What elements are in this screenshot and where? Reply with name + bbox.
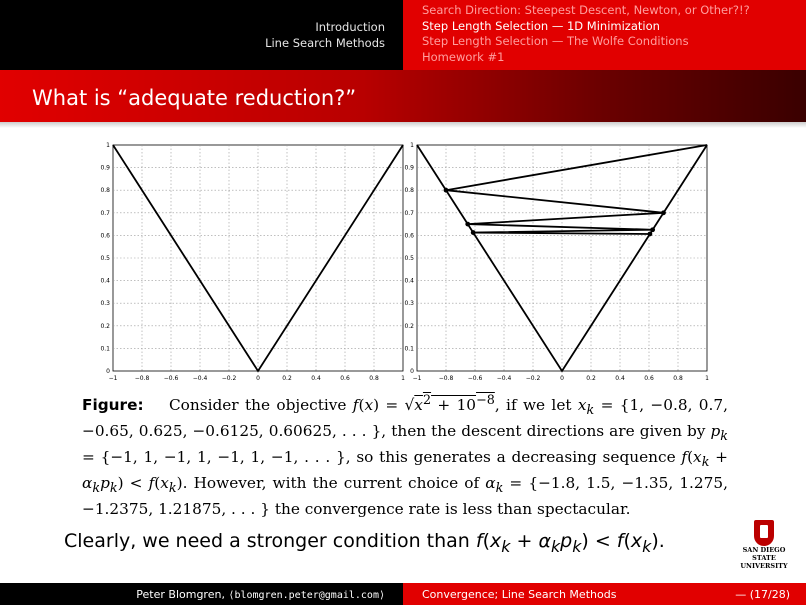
- figure-caption: Figure: Consider the objective $f(x) = √x^2 + 10^{-8}$, if we let $x_k = \{1$, −0.8, 0.7, −0.65, 0.625, −0.6125, 0.60625, . . . }, then the descent directions are given by $p_k = \{-1$, 1, −1, 1, −1, 1, −1, . . . }, so this generates a decreasing sequence $f(x_k + \alpha_kp_k) < f(x_k)$. However, with the current choice of $\alpha_k = \{-1.8$, 1.5, −1.35, 1.275, −1.2375, 1.21875, . . . } the convergence rate is less than spectacular.: [82, 393, 729, 519]
- header-subsections-right: [403, 0, 806, 70]
- x-tick-label: 0: [256, 375, 260, 382]
- y-tick-label: 1: [106, 142, 110, 149]
- main-statement: Clearly, we need a stronger condition than $f(x_k + \alpha_kp_k) < f(x_k)$.: [64, 530, 665, 556]
- y-tick-label: 0: [106, 368, 110, 375]
- caption-text-5: However, with the current choice of: [193, 474, 480, 493]
- author-email: ⟨blomgren.peter@gmail.com⟩: [228, 590, 385, 601]
- caption-label: Figure:: [82, 396, 144, 415]
- x-tick-label: 0: [560, 375, 564, 382]
- y-tick-label: 0.7: [100, 209, 110, 217]
- x-tick-label: −0.4: [496, 375, 512, 382]
- x-tick-label: 0.8: [673, 375, 683, 382]
- x-tick-label: −0.2: [525, 375, 541, 382]
- footer-topic: Convergence; Line Search Methods: [422, 588, 617, 601]
- data-point: [661, 210, 666, 215]
- title-bar: [0, 70, 806, 122]
- x-tick-label: 0.6: [644, 375, 654, 382]
- page-number: — (17/28): [735, 588, 790, 601]
- nav-section-introduction[interactable]: Introduction: [315, 20, 385, 34]
- x-tick-label: −0.2: [221, 375, 237, 382]
- y-tick-label: 0.9: [100, 164, 110, 172]
- x-tick-label: 0.4: [615, 375, 625, 382]
- y-tick-label: 0.8: [100, 187, 110, 195]
- x-tick-label: −1: [108, 375, 118, 382]
- y-tick-label: 1: [410, 142, 414, 149]
- y-tick-label: 0.6: [100, 232, 110, 240]
- y-tick-label: 0.7: [404, 209, 414, 217]
- university-logo: [735, 520, 793, 570]
- logo-line-2: UNIVERSITY: [740, 562, 788, 570]
- y-tick-label: 0.4: [100, 277, 110, 285]
- caption-text-3: {1, −0.8, 0.7, −0.65, 0.625, −0.6125, 0.60625, . . . }, then the descent directions are given by: [82, 396, 728, 441]
- y-tick-label: 0.5: [100, 255, 110, 262]
- author-name: Peter Blomgren,: [136, 588, 225, 601]
- nav-subsection-wolfe[interactable]: Step Length Selection — The Wolfe Conditions: [422, 34, 689, 48]
- caption-text-1: Consider the objective: [168, 396, 347, 415]
- x-tick-label: −0.6: [467, 375, 483, 382]
- y-tick-label: 0.3: [404, 300, 414, 308]
- x-tick-label: 0.2: [282, 375, 292, 382]
- caption-text-2: if we let: [506, 396, 572, 415]
- nav-subsection-step-length-1d[interactable]: Step Length Selection — 1D Minimization: [422, 18, 660, 33]
- y-tick-label: 0.2: [100, 322, 110, 330]
- chart-left: [96, 135, 406, 385]
- x-tick-label: −0.4: [192, 375, 208, 382]
- y-tick-label: 0.5: [404, 255, 414, 262]
- nav-subsection-search-direction[interactable]: Search Direction: Steepest Descent, Newton, or Other?!?: [422, 3, 750, 17]
- footer-info: [403, 583, 806, 605]
- y-tick-label: 0.8: [404, 187, 414, 195]
- title-shadow: [0, 122, 806, 128]
- footer-bar: [0, 583, 806, 605]
- x-tick-label: −0.8: [134, 375, 150, 382]
- x-tick-label: 0.8: [369, 375, 379, 382]
- x-tick-label: 0.4: [311, 375, 321, 382]
- nav-section-line-search[interactable]: Line Search Methods: [265, 36, 385, 50]
- y-tick-label: 0.1: [100, 345, 110, 353]
- data-point: [444, 188, 449, 193]
- main-text: Clearly, we need a stronger condition than: [64, 530, 470, 552]
- x-tick-label: −1: [412, 375, 422, 382]
- data-point: [648, 232, 653, 237]
- university-shield-icon: [754, 520, 774, 546]
- logo-line-1: SAN DIEGO STATE: [742, 546, 786, 562]
- caption-text-6: {−1.8, 1.5, −1.35, 1.275, −1.2375, 1.21875, . . . } the convergence rate is less than spectacular.: [82, 474, 728, 519]
- y-tick-label: 0.3: [100, 300, 110, 308]
- chart-right: [400, 135, 710, 385]
- slide-title: What is “adequate reduction?”: [32, 86, 357, 110]
- x-tick-label: 0.6: [340, 375, 350, 382]
- x-tick-label: 1: [401, 375, 405, 382]
- caption-text-4: {−1, 1, −1, 1, −1, 1, −1, . . . }, so this generates a decreasing sequence: [100, 448, 676, 467]
- y-tick-label: 0.1: [404, 345, 414, 353]
- x-tick-label: 1: [705, 375, 709, 382]
- x-tick-label: −0.8: [438, 375, 454, 382]
- x-tick-label: −0.6: [163, 375, 179, 382]
- data-point: [465, 222, 470, 227]
- data-point: [650, 227, 655, 232]
- header-bar: [0, 0, 806, 70]
- y-tick-label: 0.4: [404, 277, 414, 285]
- y-tick-label: 0.9: [404, 164, 414, 172]
- footer-author: [0, 583, 403, 605]
- data-point: [471, 230, 476, 235]
- y-tick-label: 0.6: [404, 232, 414, 240]
- x-tick-label: 0.2: [586, 375, 596, 382]
- header-sections-left: [0, 0, 403, 70]
- y-tick-label: 0.2: [404, 322, 414, 330]
- nav-subsection-homework[interactable]: Homework #1: [422, 49, 505, 64]
- y-tick-label: 0: [410, 368, 414, 375]
